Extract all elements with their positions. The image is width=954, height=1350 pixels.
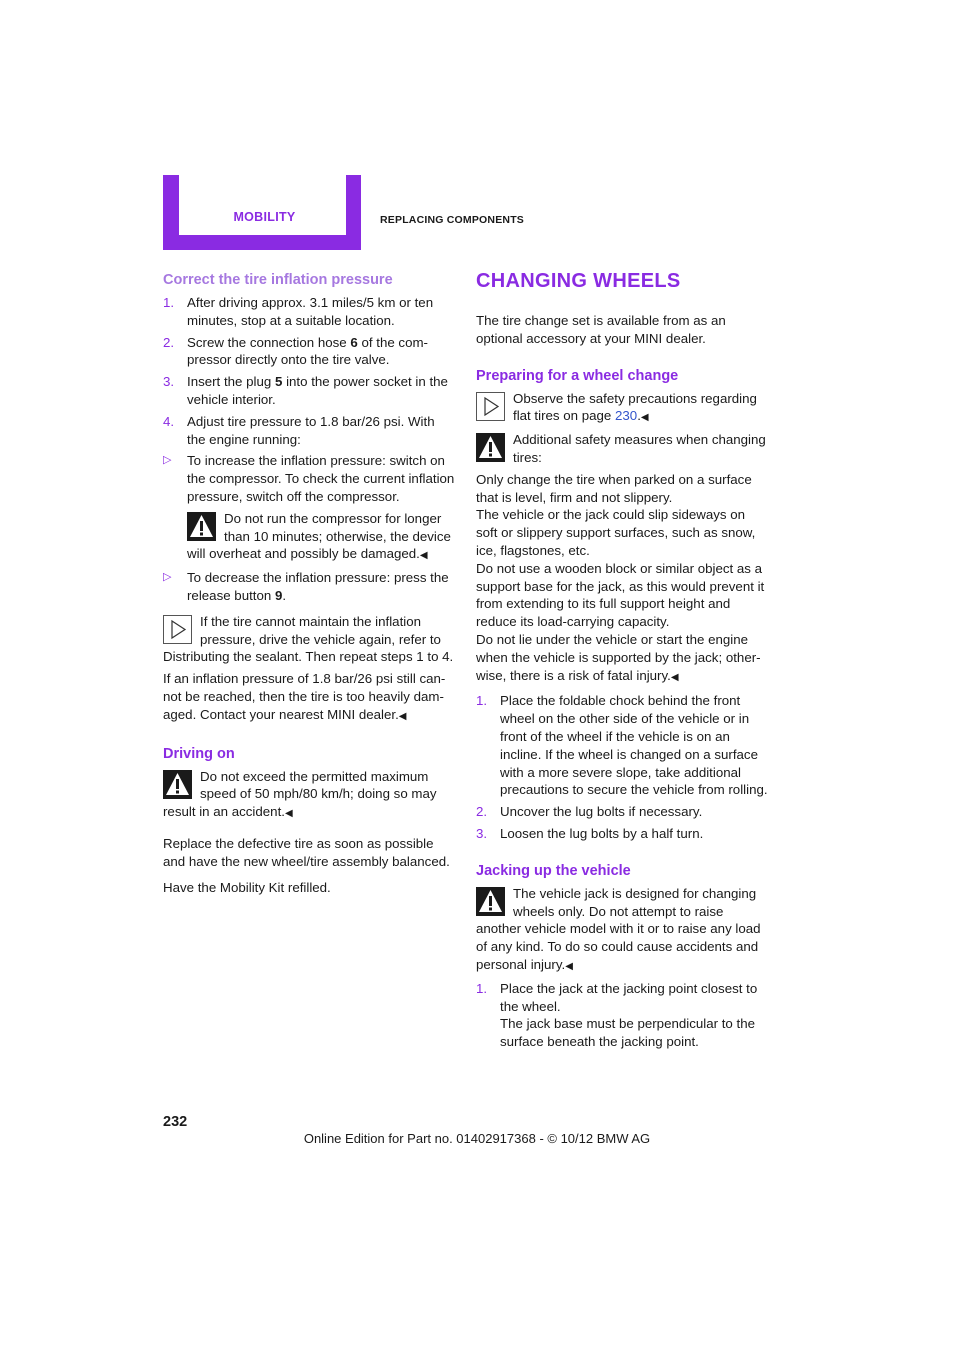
note-safety-precautions: Observe the safety precautions regarding flat tires on page 230.◀ <box>476 390 770 428</box>
step-number: 3. <box>163 374 175 390</box>
step-ref: 5 <box>274 374 283 390</box>
end-marker-icon: ◀ <box>284 808 293 820</box>
warning-paragraph: The vehicle or the jack could slip sideways on soft or slippery support surfaces, such as snow, ice, flagstones, etc. <box>476 507 756 558</box>
paragraph-intro: The tire change set is available from as an optional accessory at your MINI dealer. <box>476 313 726 346</box>
warning-speed <box>163 768 455 823</box>
list-item <box>476 803 770 821</box>
note-text: If the tire cannot maintain the inflation pressure, drive the vehicle again, refer to Distributing the sealant. Then repeat steps 1 to 4. <box>163 613 454 665</box>
heading-correct-pressure: Correct the tire inflation pressure <box>163 272 393 288</box>
step-text: After driving approx. 3.1 miles/5 km or ten minutes, stop at a suitable location. <box>187 295 434 328</box>
step-text: Loosen the lug bolts by a half turn. <box>500 825 704 841</box>
warning-text: Do not run the compressor for longer than 10 minutes; otherwise, the device will overheat and possibly be damaged. <box>187 510 451 562</box>
warning-triangle-icon <box>187 512 216 541</box>
page-link-230[interactable]: 230 <box>615 408 638 424</box>
page-number: 232 <box>163 1114 188 1130</box>
step-number: 1. <box>476 693 488 709</box>
preparing-steps <box>476 692 770 842</box>
step-ref: 6 <box>350 334 358 350</box>
list-item <box>476 825 770 843</box>
warning-triangle-icon <box>476 433 505 462</box>
list-item <box>163 334 455 370</box>
step-text: Adjust tire pressure to 1.8 bar/26 psi. With the engine running: <box>187 413 435 447</box>
paragraph-replace-tire: Replace the defective tire as soon as possible and have the new wheel/tire assembly balanced. <box>163 835 450 869</box>
end-marker-icon: ◀ <box>419 550 428 562</box>
end-marker-icon: ◀ <box>640 412 649 424</box>
step-number: 4. <box>163 413 175 429</box>
warning-text: Do not exceed the permitted maximum speed of 50 mph/80 km/h; doing so may result in an accident. <box>163 768 437 820</box>
step-number: 2. <box>476 804 488 820</box>
warning-paragraph: Do not lie under the vehicle or start the engine when the vehicle is supported by the jack; otherwise, there is a risk of fatal injury.◀ <box>476 631 761 683</box>
step-text: Screw the connection hose <box>187 334 351 350</box>
warning-paragraph: Do not use a wooden block or similar object as a support base for the jack, as this would prevent it from extending to its full support height and reduce its load-carrying capacity. <box>476 560 765 630</box>
warning-compressor <box>163 510 455 565</box>
heading-driving-on: Driving on <box>163 745 235 762</box>
button-ref: 9 <box>274 587 283 603</box>
step-number: 1. <box>163 295 175 310</box>
edition-footer: Online Edition for Part no. 01402917368 - © 10/12 BMW AG <box>303 1131 651 1146</box>
bullet-text: To decrease the inflation pressure: press the release button <box>187 570 449 603</box>
list-item <box>476 980 770 1051</box>
step-number: 2. <box>163 334 175 350</box>
warning-paragraph: Only change the tire when parked on a surface that is level, firm and not slippery. <box>476 471 752 505</box>
step-text: Place the foldable chock behind the front wheel on the other side of the vehicle or in front of the wheel if the vehicle is on an incline. If the wheel is changed on a surface with a more severe slope, take additional precautions to secure the vehicle from rolling. <box>500 693 768 798</box>
warning-text: The vehicle jack is designed for changing wheels only. Do not attempt to raise another vehicle model with it or to raise any load of any kind. To do so could cause accidents and personal injury. <box>476 885 761 972</box>
end-marker-icon: ◀ <box>670 671 679 683</box>
note-arrow-icon <box>476 392 505 421</box>
note-continuation: If an inflation pressure of 1.8 bar/26 psi still cannot be reached, then the tire is too heavily damaged. Contact your nearest MINI dealer.◀ <box>163 671 446 722</box>
section-label: REPLACING COMPONENTS <box>380 214 525 226</box>
warning-triangle-icon <box>476 887 505 916</box>
chapter-tab <box>179 175 346 235</box>
bullet-triangle-icon: ▷ <box>163 454 172 467</box>
step-text: of the compressor directly onto the tire valve. <box>187 334 428 368</box>
jacking-steps <box>476 980 770 1051</box>
step-text: Place the jack at the jacking point closest to the wheel. <box>500 980 758 1014</box>
list-item <box>163 294 455 330</box>
heading-jacking-up: Jacking up the vehicle <box>476 862 631 879</box>
step-number: 3. <box>476 825 488 841</box>
list-item <box>476 692 770 799</box>
right-column <box>476 268 770 1055</box>
list-item <box>163 413 455 449</box>
end-marker-icon: ◀ <box>398 710 407 722</box>
bullet-increase-pressure <box>163 452 455 505</box>
warning-triangle-icon <box>163 770 192 799</box>
bullet-text: To increase the inflation pressure: switch on the compressor. To check the current inflation pressure, switch off the compressor. <box>187 453 455 504</box>
step-text: Uncover the lug bolts if necessary. <box>500 804 703 820</box>
paragraph-refill-kit: Have the Mobility Kit refilled. <box>163 879 331 895</box>
step-text: into the power socket in the vehicle interior. <box>187 374 448 407</box>
chapter-tab-label: MOBILITY <box>233 210 296 225</box>
page-title: CHANGING WHEELS <box>476 270 681 292</box>
note-text: Observe the safety precautions regarding flat tires on page <box>513 390 757 424</box>
warning-text: Additional safety measures when changing tires: <box>513 432 766 465</box>
note-repeat-steps <box>163 613 455 666</box>
note-arrow-icon <box>163 615 192 644</box>
left-column <box>163 270 455 900</box>
warning-jack-use <box>476 885 770 976</box>
step-number: 1. <box>476 980 488 996</box>
bullet-decrease-pressure <box>163 569 455 605</box>
step-text: Insert the plug <box>187 374 275 390</box>
end-marker-icon: ◀ <box>565 960 573 972</box>
heading-preparing: Preparing for a wheel change <box>476 367 679 384</box>
bullet-text: . <box>282 587 287 603</box>
warning-additional-measures <box>476 431 770 467</box>
bullet-triangle-icon: ▷ <box>163 571 172 584</box>
pressure-steps <box>163 294 455 448</box>
step-subtext: The jack base must be perpendicular to the surface beneath the jacking point. <box>500 1016 756 1050</box>
list-item <box>163 373 455 409</box>
